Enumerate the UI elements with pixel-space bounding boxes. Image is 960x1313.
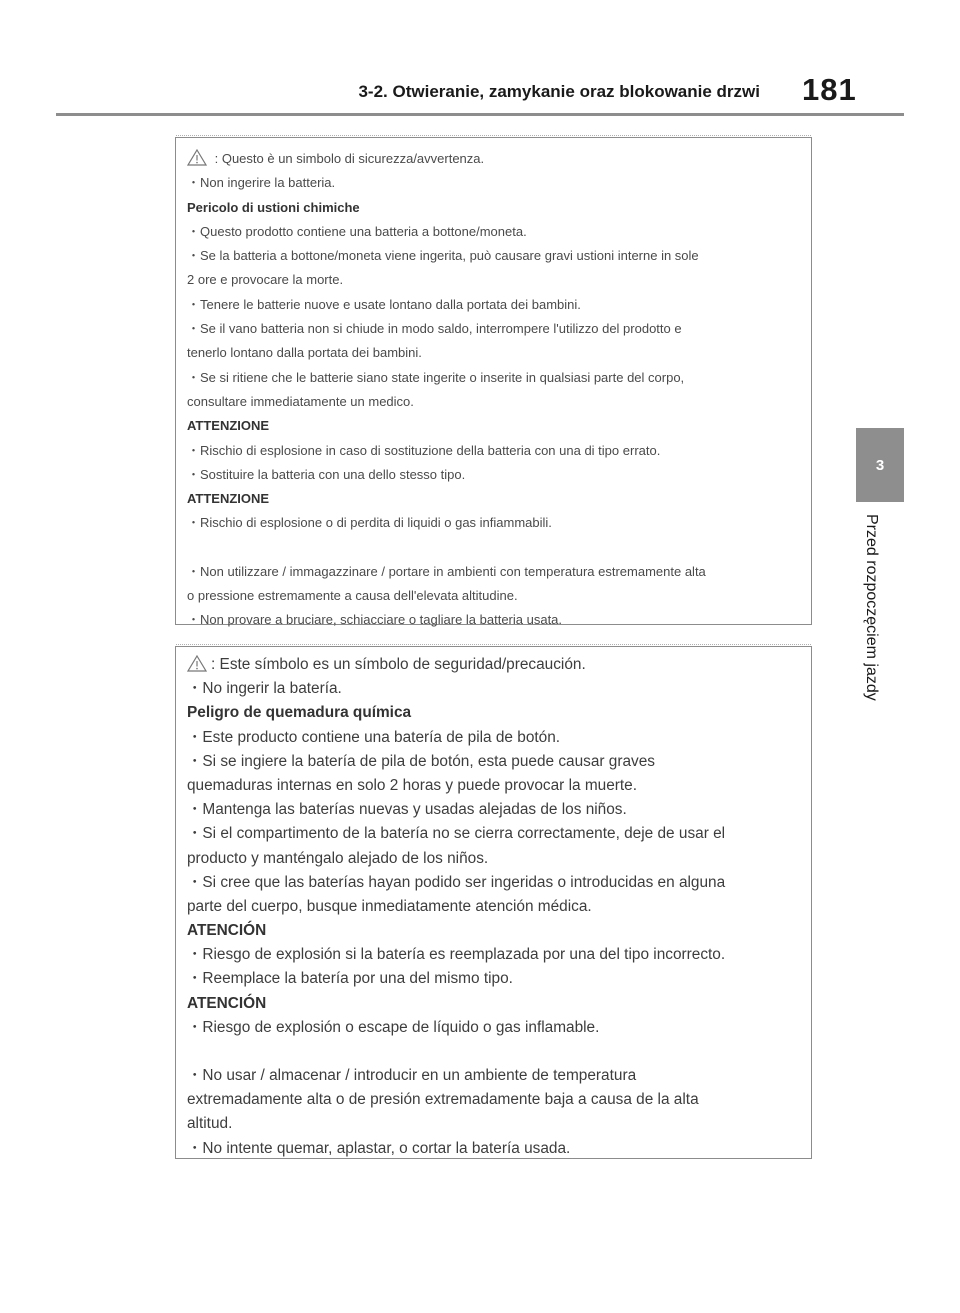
it-heading: Pericolo di ustioni chimiche — [187, 199, 360, 215]
es-line: ・No usar / almacenar / introducir en un ambiente de temperatura — [187, 1067, 637, 1084]
es-line: ・Reemplace la batería por una del mismo tipo. — [187, 970, 513, 988]
it-line: tenerlo lontano dalla portata dei bambini. — [187, 345, 422, 361]
es-line: ・Si el compartimento de la batería no se cierra correctamente, deje de usar el — [187, 825, 726, 843]
it-line: ・Non ingerire la batteria. — [187, 175, 336, 191]
it-line-symbol: : Questo è un simbolo di sicurezza/avvertenza. — [187, 147, 801, 171]
es-spacer — [187, 1040, 801, 1064]
it-line: ・Questo prodotto contiene una batteria a bottone/moneta. — [187, 223, 527, 239]
es-line: ・Si se ingiere la batería de pila de botón, esta puede causar graves — [187, 752, 656, 770]
it-line: ・Non utilizzare / immagazzinare / portare in ambienti con temperatura estremamente alta — [187, 563, 706, 579]
es-line: quemaduras internas en solo 2 horas y puede provocar la muerte. — [187, 776, 638, 794]
it-line: consultare immediatamente un medico. — [187, 393, 414, 409]
es-line-symbol: : Este símbolo es un símbolo de seguridad/precaución. — [187, 653, 801, 677]
it-line: ・Tenere le batterie nuove e usate lontano dalla portata dei bambini. — [187, 296, 581, 312]
italian-warning-box — [175, 137, 812, 628]
it-line: ・Se la batteria a bottone/moneta viene ingerita, può causare gravi ustioni interne in sole — [187, 248, 699, 264]
es-line: ・Si cree que las baterías hayan podido ser ingeridas o introducidas en alguna — [187, 873, 726, 891]
es-line: altitud. — [187, 1115, 233, 1133]
it-line: ・Rischio di esplosione o di perdita di liquidi o gas infiammabili. — [187, 515, 552, 531]
it-line: ・Se il vano batteria non si chiude in modo saldo, interrompere l'utilizzo del prodotto e — [187, 321, 682, 337]
header-rule — [56, 113, 904, 116]
it-line: ・Non provare a bruciare, schiacciare o tagliare la batteria usata. — [187, 612, 563, 628]
es-heading: Peligro de quemadura química — [187, 704, 412, 722]
it-heading: ATTENZIONE — [187, 418, 270, 434]
page-number: 181 — [802, 72, 857, 107]
it-line: ・Se si ritiene che le batterie siano state ingerite o inserite in qualsiasi parte del corpo, — [187, 369, 685, 385]
es-line: ・Riesgo de explosión o escape de líquido o gas inflamable. — [187, 1018, 600, 1036]
es-heading: ATENCIÓN — [187, 922, 267, 940]
es-line: extremadamente alta o de presión extremadamente baja a causa de la alta — [187, 1091, 699, 1109]
it-line: ・Rischio di esplosione in caso di sostituzione della batteria con una di tipo errato. — [187, 442, 661, 458]
es-line: ・No intente quemar, aplastar, o cortar la batería usada. — [187, 1139, 571, 1157]
es-heading: ATENCIÓN — [187, 994, 267, 1012]
spanish-warning-box — [175, 646, 812, 1159]
section-title: 3-2. Otwieranie, zamykanie oraz blokowanie drzwi — [358, 82, 760, 101]
it-line: o pressione estremamente a causa dell'elevata altitudine. — [187, 588, 518, 604]
it-heading: ATTENZIONE — [187, 491, 270, 507]
es-line: ・Mantenga las baterías nuevas y usadas alejadas de los niños. — [187, 801, 627, 819]
chapter-tab — [856, 428, 904, 502]
es-line: producto y manténgalo alejado de los niños. — [187, 849, 489, 867]
it-line: 2 ore e provocare la morte. — [187, 272, 344, 288]
chapter-label: Przed rozpoczęciem jazdy — [863, 514, 880, 701]
es-line: ・Este producto contiene una batería de pila de botón. — [187, 728, 561, 746]
it-spacer — [187, 536, 801, 560]
it-line: ・Sostituire la batteria con una dello stesso tipo. — [187, 466, 466, 482]
es-line: ・Riesgo de explosión si la batería es reemplazada por una del tipo incorrecto. — [187, 946, 726, 964]
es-line: parte del cuerpo, busque inmediatamente atención médica. — [187, 897, 592, 915]
es-line: ・No ingerir la batería. — [187, 680, 342, 698]
chapter-number: 3 — [875, 456, 885, 474]
